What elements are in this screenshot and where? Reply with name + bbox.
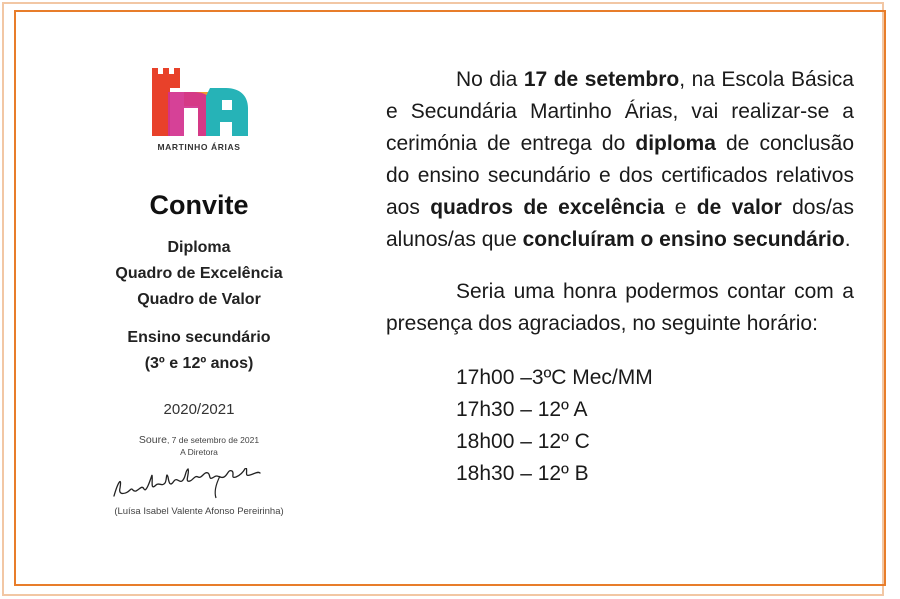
level-years: (3º e 12º anos): [144, 355, 254, 372]
p1-text-3: de conclusão do ensino secundário e dos certificados relativos aos: [386, 132, 855, 219]
school-logo-mark: [144, 62, 254, 140]
place-date: [100, 434, 298, 458]
place-date-text: , 7 de setembro de 2021: [166, 435, 260, 445]
schedule-item: 17h00 –3ºC Mec/MM: [456, 366, 653, 389]
p1-bold-excellence: quadros de excelência: [430, 196, 665, 219]
logo-caption: MARTINHO ÁRIAS: [157, 142, 241, 152]
p1-bold-date: 17 de setembro: [523, 68, 680, 91]
award-list: [100, 235, 298, 313]
p1-bold-value: de valor: [696, 196, 782, 219]
p1-text-5: dos/as alunos/as que: [386, 196, 854, 251]
schedule-item: 17h30 – 12º A: [456, 398, 588, 421]
education-level: [100, 325, 298, 377]
signer-name: (Luísa Isabel Valente Afonso Pereirinha): [114, 506, 284, 517]
award-diploma: Diploma: [167, 239, 231, 256]
left-panel: [100, 62, 298, 517]
award-excellence: Quadro de Excelência: [115, 265, 283, 282]
place-town: Soure: [138, 434, 167, 446]
invitation-body: [386, 64, 854, 490]
p1-text-1: No dia: [456, 68, 524, 91]
school-year: 2020/2021: [163, 401, 235, 418]
p1-text-6: .: [844, 228, 851, 251]
p1-bold-concluded: concluíram o ensino secundário: [522, 228, 845, 251]
schedule-item: 18h30 – 12º B: [456, 462, 589, 485]
invitation-paragraph-2: Seria uma honra podermos contar com a presença dos agraciados, no seguinte horário:: [386, 280, 854, 335]
award-value: Quadro de Valor: [137, 291, 261, 308]
invitation-paragraph-1: [386, 64, 854, 256]
school-logo: [144, 62, 254, 146]
p1-text-2: , na Escola Básica e Secundária Martinho Árias, vai realizar-se a cerimónia de entrega do: [386, 68, 854, 155]
director-role: A Diretora: [180, 447, 218, 457]
p1-text-4: e: [664, 196, 697, 219]
schedule-list: [456, 362, 854, 490]
schedule-item: 18h00 – 12º C: [456, 430, 590, 453]
p1-bold-diploma: diploma: [635, 132, 716, 155]
handwritten-signature: [100, 468, 298, 506]
level-name: Ensino secundário: [127, 329, 271, 346]
invitation-title: Convite: [149, 190, 249, 220]
